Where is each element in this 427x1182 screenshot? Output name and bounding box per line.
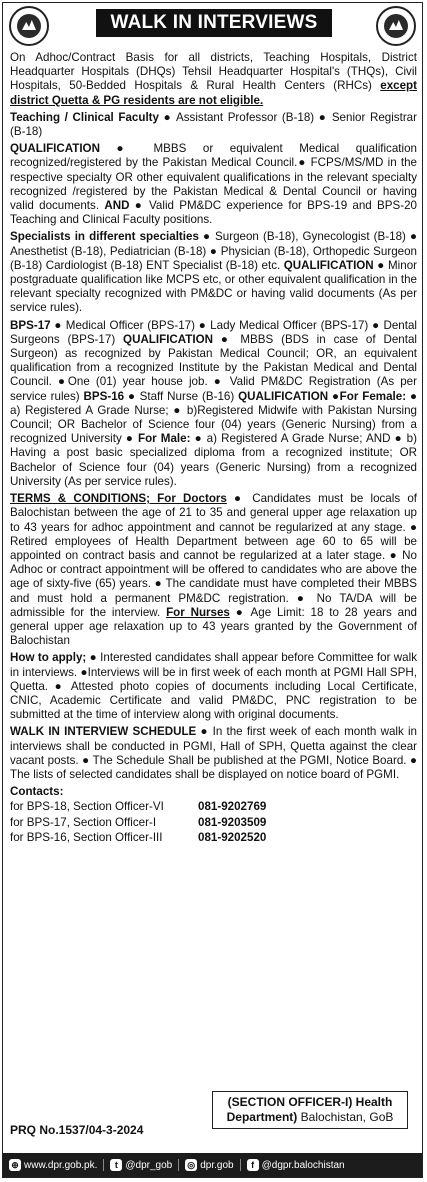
teaching-paragraph (10, 111, 417, 139)
specialists-heading: Specialists in different specialties (10, 230, 199, 244)
bps16-male-label: For Male: (137, 432, 191, 446)
contact-phone[interactable]: 081-9202520 (198, 831, 267, 845)
bps16-label: BPS-16 (83, 389, 125, 403)
schedule-paragraph (10, 725, 417, 782)
footer-instagram-text: dpr.gob (200, 1159, 234, 1171)
footer-bar (3, 1153, 422, 1177)
apply-heading: How to apply; (10, 651, 87, 665)
footer-twitter-text: @dpr_gob (125, 1159, 173, 1171)
prq-number: PRQ No.1537/04-3-2024 (10, 1123, 144, 1137)
terms-paragraph (10, 492, 417, 648)
qualification-text-1: ● MBBS or equivalent Medical qualification recognized/registered by the Pakistan Medical Council.● FCPS/MS/MD in the respective specialty OR other equivalent qualifications in the relevant specialty recognized /registered by the Pakistan Medical & Dental Council or having valid documents. (10, 142, 417, 213)
bps17-posts: ● Medical Officer (BPS-17) ● Lady Medical Officer (BPS-17) ● Dental Surgeons (BPS-17) (10, 318, 417, 346)
bps17-qualification-label: QUALIFICATION (123, 332, 213, 346)
teaching-posts: ● Assistant Professor (B-18) ● Senior Registrar (B-18) (10, 110, 417, 139)
footer-facebook-text: @dgpr.balochistan (261, 1159, 345, 1171)
footer-facebook[interactable] (247, 1159, 345, 1171)
specialists-posts: ● Surgeon (B-18), Gynecologist (B-18) ● Anesthetist (B-18), Pediatrician (B-18) ● Physician (B-18), Orthopedic Surgeon (B-18) Cardiologist (B-18) ENT Specialist (B-18) etc. (10, 230, 417, 272)
page-title: WALK IN INTERVIEWS (96, 9, 332, 37)
footer-divider (240, 1159, 241, 1171)
bps17-label: BPS-17 (10, 318, 51, 332)
content (10, 51, 417, 846)
bps16-female-qualification: ● a) Registered A Grade Nurse; ● b)Registered Midwife with Pakistan Nursing Council; OR Bachelor of Science four (04) years (Generic Nursing) from a recognized University ● (10, 389, 418, 446)
specialists-qualification-label: QUALIFICATION (283, 258, 374, 272)
globe-icon: ⊕ (9, 1159, 21, 1171)
contact-row (10, 799, 417, 815)
signature-line-2 (218, 1110, 402, 1125)
contact-row (10, 815, 417, 831)
contacts-section (10, 785, 417, 846)
teaching-heading: Teaching / Clinical Faculty (10, 110, 159, 124)
contact-label: for BPS-18, Section Officer-VI (10, 800, 164, 814)
footer-instagram[interactable] (185, 1159, 233, 1171)
schedule-text: ● In the first week of each month walk in interviews shall be conducted in PGMI, Hall of SPH, Quetta against the clear vacant posts. ● The Schedule Shall be published at the PGMI, Notice Board. ● The lists of selected candidates shall be displayed on notice board of PGMI. (10, 725, 417, 781)
specialists-qualification: ● Minor postgraduate qualification like MCPS etc, or other equivalent qualification in the relevant specialty recognized with PM&DC or having valid documents (As per service rules). (10, 258, 417, 315)
bps16-post: ● Staff Nurse (B-16) (124, 389, 239, 403)
qualification-text-2: ● Valid PM&DC experience for BPS-19 and BPS-20 Teaching and Clinical Faculty positions. (10, 199, 417, 227)
bps17-paragraph (10, 319, 417, 489)
twitter-icon: t (110, 1159, 122, 1171)
intro-eligibility: except district Quetta & PG residents are not eligible. (10, 79, 417, 107)
footer-website-text: www.dpr.gob.pk. (24, 1159, 98, 1171)
facebook-icon: f (247, 1159, 259, 1171)
contact-label: for BPS-16, Section Officer-III (10, 831, 163, 845)
footer-divider (178, 1159, 179, 1171)
footer-divider (103, 1159, 104, 1171)
terms-nurses-text: ● Age Limit: 18 to 28 years and general upper age relaxation up to 43 years granted by the Government of Balochistan (10, 605, 417, 648)
terms-doctors-text: ● Candidates must be locals of Balochistan between the age of 21 to 35 and general upper age relaxation up to 43 years for adhoc appointment and cannot be regularized at any stage. ● Retired employees of Health Department between age 60 to 65 will be appointed on contract basis and cannot be regularized at a later stage. ● No Adhoc or contract appointment will be offered to candidates who are above the age of sixty-five (65) years. ● The candidate must have completed their MBBS and must hold a permanent PM&DC registration. ● No TA/DA will be admissible for the interview. (10, 492, 417, 619)
contact-label: for BPS-17, Section Officer-I (10, 815, 157, 829)
terms-nurses-label: For Nurses (166, 605, 230, 619)
contact-row (10, 830, 417, 846)
apply-text: ● Interested candidates shall appear before Committee for walk in interviews. ●Interviews will be in first week of each month at PGMI Hall SPH, Quetta. ● Attested photo copies of documents including Local Certificate, CNIC, Academic Certificate and valid PM&DC, PNC registration to be submitted at the time of interview along with original documents. (10, 651, 417, 722)
header (3, 3, 422, 47)
contact-phone[interactable]: 081-9203509 (198, 815, 267, 829)
schedule-heading: WALK IN INTERVIEW SCHEDULE (10, 725, 197, 739)
footer-twitter[interactable] (110, 1159, 172, 1171)
terms-heading: TERMS & CONDITIONS; For Doctors (10, 492, 227, 506)
signature-line-1: (SECTION OFFICER-I) Health (227, 1095, 393, 1109)
dpr-logo-left (9, 6, 49, 46)
bps17-qualification: ● MBBS (BDS in case of Dental Surgeon) as recognized by Pakistan Medical Council; OR, an equivalent qualification from a recognized Institute by the Pakistan Medical and Dental Council. ●One (01) year house job. ● Valid PM&DC Registration (As per service rules) (10, 332, 417, 403)
qualification-and: AND (104, 199, 130, 213)
instagram-icon: ◎ (185, 1159, 197, 1171)
contact-phone[interactable]: 081-9202769 (198, 800, 267, 814)
footer-website[interactable] (9, 1159, 97, 1171)
contacts-heading: Contacts: (10, 785, 64, 799)
government-seal-right (376, 6, 416, 46)
signature-box (212, 1091, 408, 1129)
signature-department: Department) (226, 1110, 298, 1124)
bps16-male-qualification: ● a) Registered A Grade Nurse; AND ● b) Having a post basic specialized diploma from a recognized institute; OR Bachelor of Science four (04) years (Generic Nursing) from a recognized University (As per service rules). (10, 432, 417, 488)
advertisement-frame (2, 2, 423, 1178)
bps16-female-label: QUALIFICATION ●For Female: (238, 389, 407, 403)
intro-paragraph (10, 51, 417, 108)
qualification-paragraph (10, 142, 417, 227)
signature-province: Balochistan, GoB (297, 1110, 394, 1124)
specialists-paragraph (10, 230, 417, 315)
apply-paragraph (10, 651, 417, 722)
intro-text: On Adhoc/Contract Basis for all districts, Teaching Hospitals, District Headquarter Hospitals (DHQs) Tehsil Headquarter Hospital's (THQs), Civil Hospitals, 50-Bedded Hospitals & Rural Health Centers (RHCs) (10, 51, 417, 93)
qualification-label: QUALIFICATION (10, 142, 100, 156)
